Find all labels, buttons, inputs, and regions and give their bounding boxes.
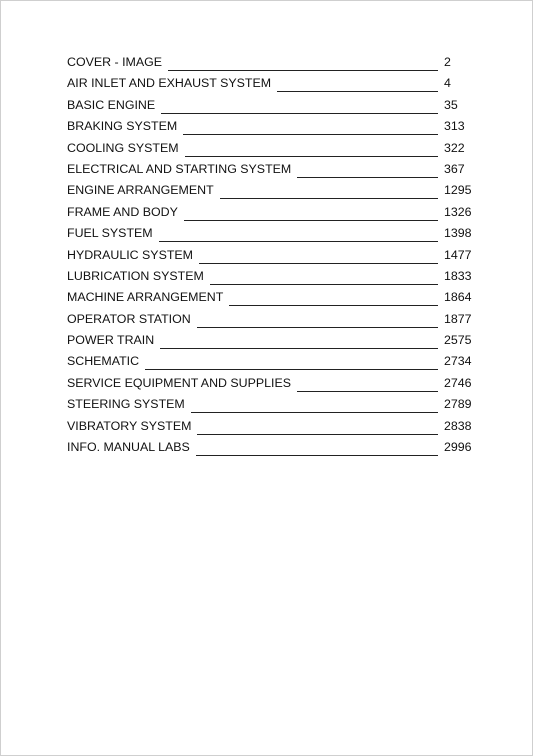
toc-entry[interactable] bbox=[67, 396, 477, 417]
toc-leader-line bbox=[297, 375, 438, 392]
toc-entry-title: FUEL SYSTEM bbox=[67, 226, 153, 241]
toc-entry-title: INFO. MANUAL LABS bbox=[67, 440, 190, 455]
toc-entry[interactable] bbox=[67, 204, 477, 225]
toc-leader-line bbox=[277, 75, 438, 92]
toc-entry[interactable] bbox=[67, 247, 477, 268]
toc-entry[interactable] bbox=[67, 75, 477, 96]
toc-leader-line bbox=[185, 140, 438, 157]
toc-leader-line bbox=[191, 396, 438, 413]
toc-entry-title: COOLING SYSTEM bbox=[67, 140, 179, 155]
toc-entry-title: POWER TRAIN bbox=[67, 333, 155, 348]
toc-entry-title: SCHEMATIC bbox=[67, 354, 140, 369]
toc-entry[interactable] bbox=[67, 311, 477, 332]
toc-entry-page-number: 2746 bbox=[444, 375, 472, 390]
toc-entry[interactable] bbox=[67, 439, 477, 460]
toc-entry[interactable] bbox=[67, 140, 477, 161]
toc-entry-page-number: 4 bbox=[444, 76, 451, 91]
toc-entry-title: ENGINE ARRANGEMENT bbox=[67, 183, 214, 198]
toc-leader-line bbox=[145, 353, 438, 370]
toc-leader-line bbox=[297, 161, 438, 178]
toc-leader-line bbox=[159, 225, 438, 242]
toc-entry-page-number: 1398 bbox=[444, 226, 472, 241]
toc-entry[interactable] bbox=[67, 118, 477, 139]
toc-entry-title: VIBRATORY SYSTEM bbox=[67, 418, 192, 433]
toc-entry-page-number: 1864 bbox=[444, 290, 472, 305]
toc-entry-page-number: 1326 bbox=[444, 204, 472, 219]
toc-entry-page-number: 1295 bbox=[444, 183, 472, 198]
toc-entry-page-number: 2734 bbox=[444, 354, 472, 369]
toc-entry[interactable] bbox=[67, 332, 477, 353]
toc-entry-page-number: 1833 bbox=[444, 268, 472, 283]
toc-leader-line bbox=[168, 54, 438, 71]
toc-leader-line bbox=[197, 311, 438, 328]
toc-leader-line bbox=[183, 118, 438, 135]
toc-entry-title: STEERING SYSTEM bbox=[67, 397, 185, 412]
toc-leader-line bbox=[210, 268, 438, 285]
toc-entry[interactable] bbox=[67, 268, 477, 289]
toc-entry-page-number: 367 bbox=[444, 161, 465, 176]
toc-entry-page-number: 1477 bbox=[444, 247, 472, 262]
toc-entry-page-number: 1877 bbox=[444, 311, 472, 326]
toc-entry-title: ELECTRICAL AND STARTING SYSTEM bbox=[67, 161, 292, 176]
toc-entry-title: AIR INLET AND EXHAUST SYSTEM bbox=[67, 76, 272, 91]
toc-leader-line bbox=[160, 332, 438, 349]
toc-leader-line bbox=[220, 182, 438, 199]
toc-entry-page-number: 2996 bbox=[444, 440, 472, 455]
toc-entry-page-number: 2 bbox=[444, 55, 451, 69]
toc-entry[interactable] bbox=[67, 161, 477, 182]
toc-entry-title: LUBRICATION SYSTEM bbox=[67, 268, 204, 283]
toc-entry[interactable] bbox=[67, 375, 477, 396]
toc-leader-line bbox=[196, 439, 438, 456]
toc-entry[interactable] bbox=[67, 418, 477, 439]
toc-entry-page-number: 2838 bbox=[444, 418, 472, 433]
toc-entry-page-number: 313 bbox=[444, 119, 465, 134]
toc-entry-title: BRAKING SYSTEM bbox=[67, 119, 178, 134]
toc-entry[interactable] bbox=[67, 353, 477, 374]
toc-entry-title: BASIC ENGINE bbox=[67, 97, 156, 112]
toc-entry[interactable] bbox=[67, 225, 477, 246]
toc-leader-line bbox=[197, 418, 438, 435]
toc-entry[interactable] bbox=[67, 182, 477, 203]
toc-leader-line bbox=[229, 289, 438, 306]
toc-entry[interactable] bbox=[67, 54, 477, 75]
toc-entry-title: SERVICE EQUIPMENT AND SUPPLIES bbox=[67, 375, 292, 390]
toc-entry-page-number: 2575 bbox=[444, 333, 472, 348]
toc-entry-title: FRAME AND BODY bbox=[67, 204, 178, 219]
toc-entry-page-number: 2789 bbox=[444, 397, 472, 412]
toc-entry-title: MACHINE ARRANGEMENT bbox=[67, 290, 224, 305]
toc-leader-line bbox=[184, 204, 438, 221]
toc-leader-line bbox=[161, 97, 438, 114]
table-of-contents bbox=[67, 54, 477, 460]
toc-leader-line bbox=[199, 247, 438, 264]
toc-entry-title: COVER - IMAGE bbox=[67, 55, 163, 69]
toc-entry-title: OPERATOR STATION bbox=[67, 311, 191, 326]
toc-entry-page-number: 35 bbox=[444, 97, 458, 112]
toc-entry-title: HYDRAULIC SYSTEM bbox=[67, 247, 193, 262]
toc-entry-page-number: 322 bbox=[444, 140, 465, 155]
toc-entry[interactable] bbox=[67, 289, 477, 310]
toc-entry[interactable] bbox=[67, 97, 477, 118]
